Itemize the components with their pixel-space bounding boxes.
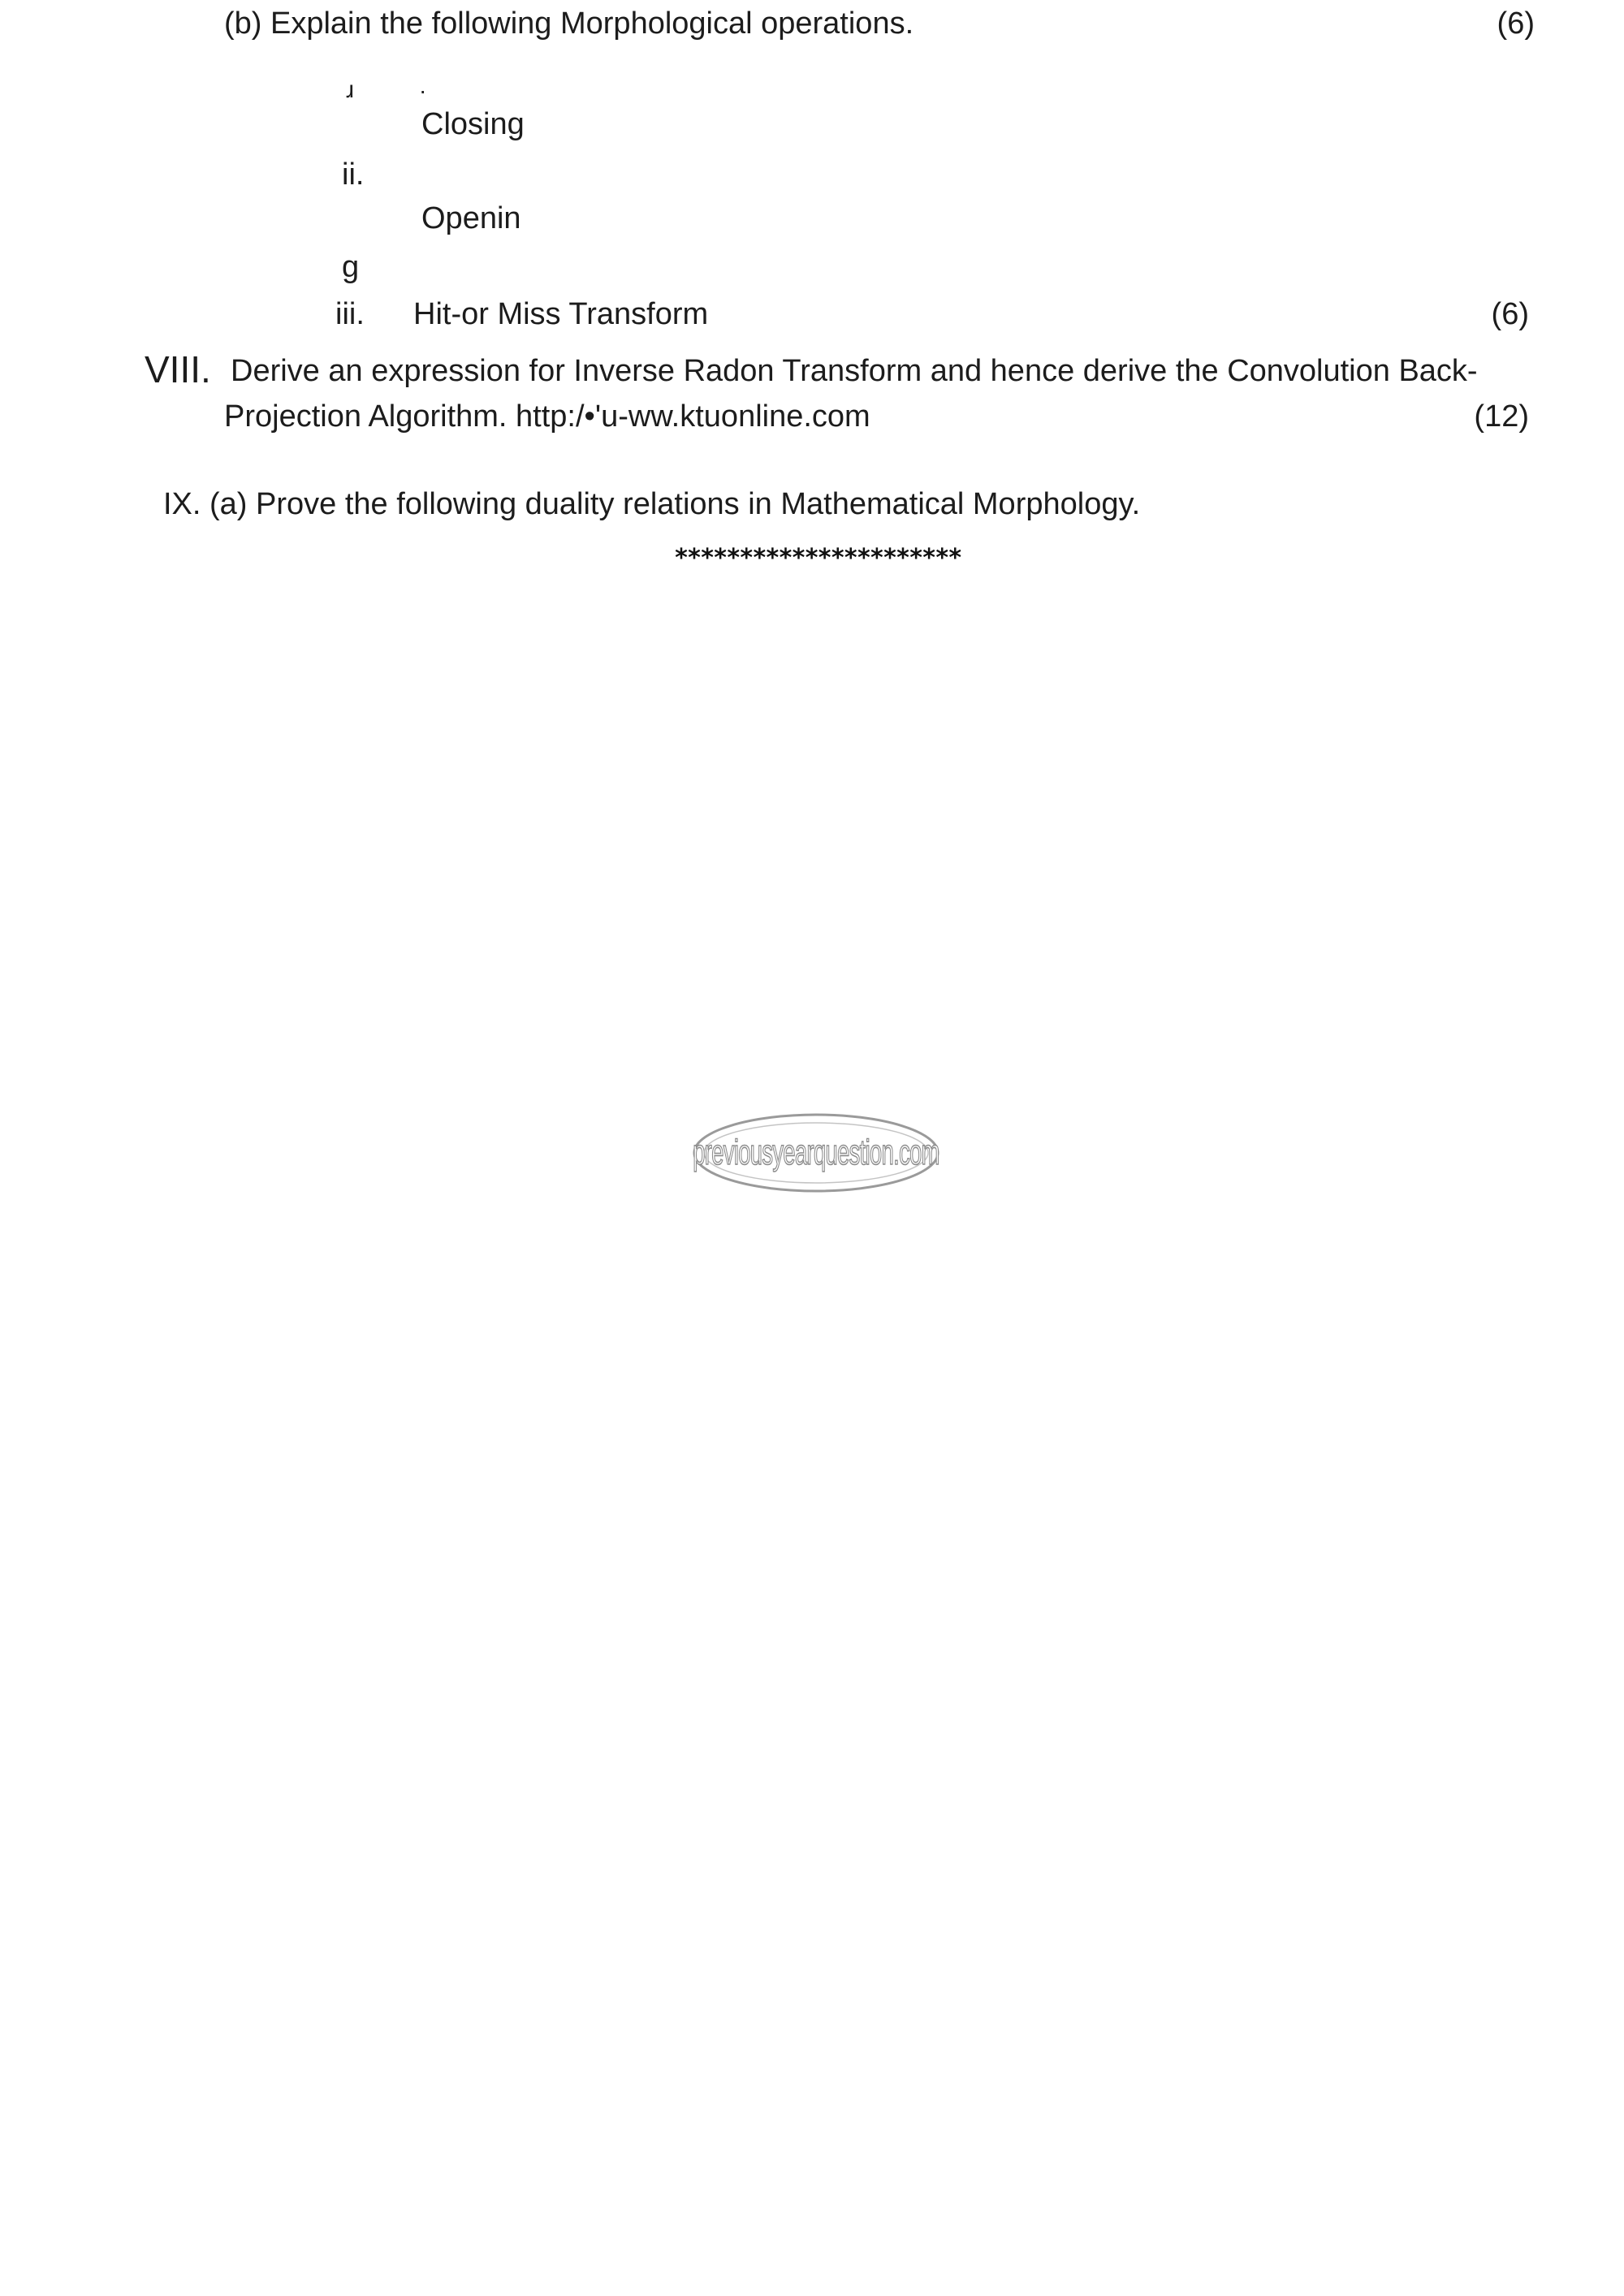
list-item-2-numeral: ii. xyxy=(342,158,365,192)
watermark-logo xyxy=(692,1112,940,1193)
list-item-2-text: Openin xyxy=(421,201,521,235)
question-viii-number: VIII. xyxy=(145,348,211,391)
end-of-paper-marker: ********************** xyxy=(674,544,961,572)
list-item-3-numeral: iii. xyxy=(335,297,365,331)
list-item-3-text: Hit-or Miss Transform xyxy=(413,297,709,331)
question-viii-line1: Derive an expression for Inverse Radon Transform and hence derive the Convolution Back- xyxy=(231,354,1478,388)
list-item-2-overflow: g xyxy=(342,250,360,284)
list-item-1-text: Closing xyxy=(421,107,525,141)
list-item-1-numeral: ɹ xyxy=(346,76,354,103)
question-ix-text: IX. (a) Prove the following duality relations in Mathematical Morphology. xyxy=(163,487,1141,521)
question-viii-marks: (12) xyxy=(1474,399,1529,434)
list-item-3-marks: (6) xyxy=(1491,297,1529,331)
question-b-marks: (6) xyxy=(1497,6,1535,41)
question-b-text: (b) Explain the following Morphological operations. xyxy=(224,6,914,41)
question-viii-line2: Projection Algorithm. http:/•'u-ww.ktuonline.com xyxy=(224,399,870,434)
list-item-1-dot: · xyxy=(419,78,427,103)
watermark-text: previousyearquestion.com xyxy=(693,1133,939,1172)
